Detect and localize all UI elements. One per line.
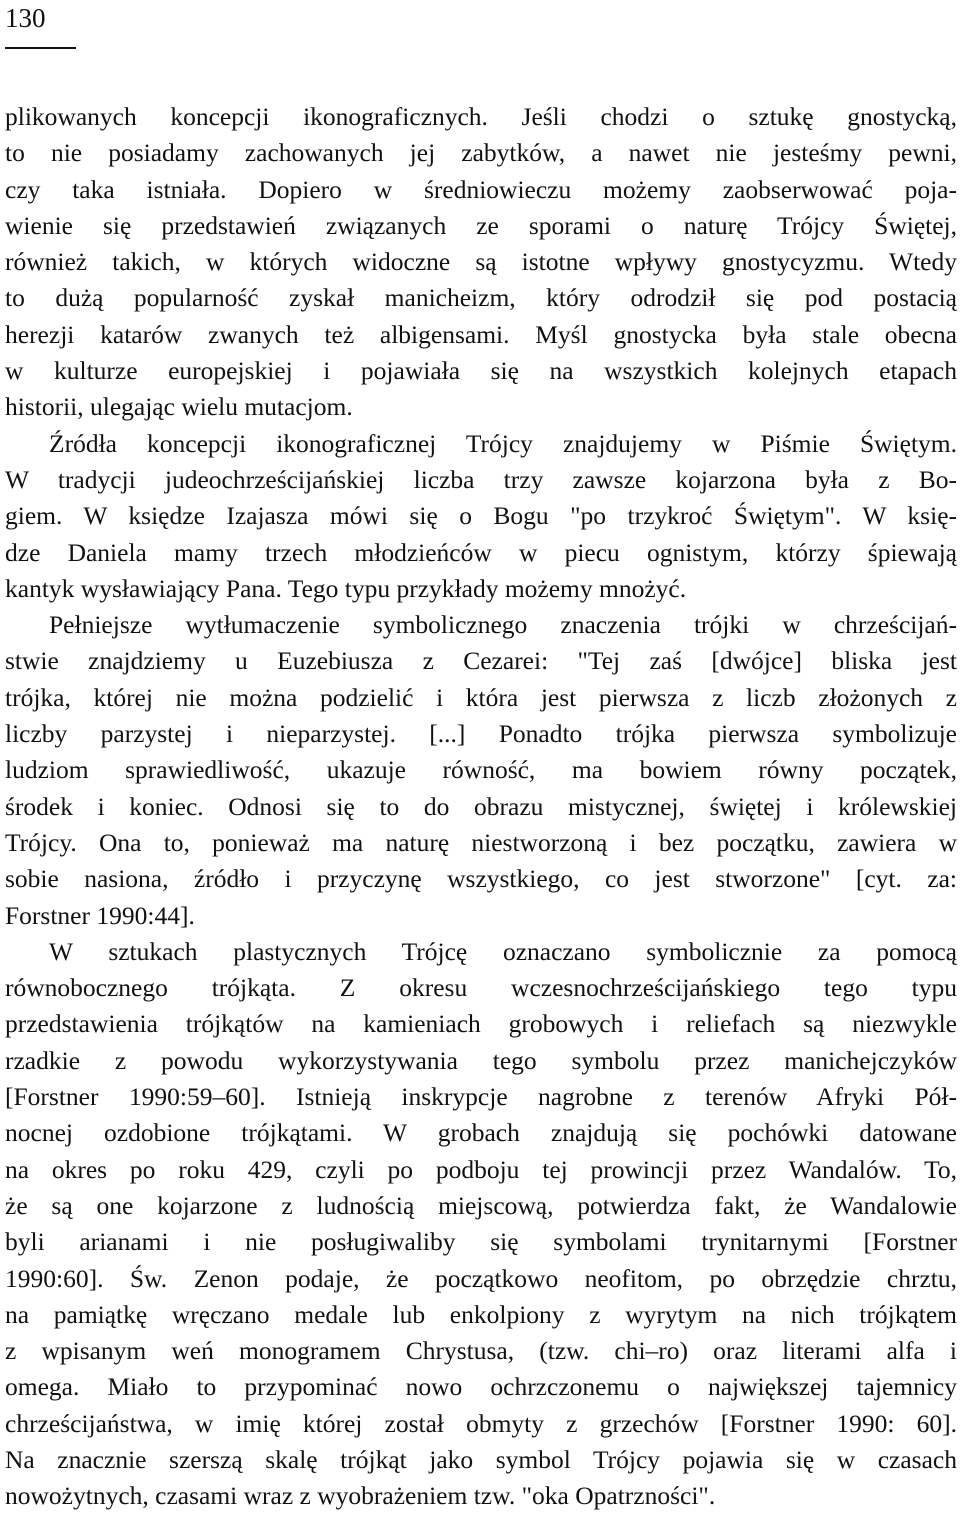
- text-line: [Forstner 1990:59–60]. Istnieją inskrypcje nagrobne z terenów Afryki Pół-: [5, 1082, 957, 1112]
- text-line: Źródła koncepcji ikonograficznej Trójcy znajdujemy w Piśmie Świętym.: [49, 428, 957, 458]
- text-line: ludziom sprawiedliwość, ukazuje równość, ma bowiem równy początek,: [5, 755, 957, 785]
- text-line: Forstner 1990:44].: [5, 900, 195, 930]
- text-line: w kulturze europejskiej i pojawiała się na wszystkich kolejnych etapach: [5, 356, 957, 386]
- text-line: 1990:60]. Św. Zenon podaje, że początkowo neofitom, po obrzędzie chrztu,: [5, 1263, 957, 1293]
- text-line: herezji katarów zwanych też albigensami. Myśl gnostycka była stale obecna: [5, 319, 957, 349]
- text-line: sobie nasiona, źródło i przyczynę wszystkiego, co jest stworzone" [cyt. za:: [5, 864, 957, 894]
- text-line: na pamiątkę wręczano medale lub enkolpiony z wyrytym na nich trójkątem: [5, 1299, 957, 1329]
- text-line: chrześcijaństwa, w imię której został obmyty z grzechów [Forstner 1990: 60].: [5, 1408, 957, 1438]
- text-line: rzadkie z powodu wykorzystywania tego symbolu przez manichejczyków: [5, 1045, 957, 1075]
- text-line: z wpisanym weń monogramem Chrystusa, (tzw. chi–ro) oraz literami alfa i: [5, 1336, 957, 1366]
- text-line: równobocznego trójkąta. Z okresu wczesnochrześcijańskiego tego typu: [5, 973, 957, 1003]
- text-line: W tradycji judeochrześcijańskiej liczba trzy zawsze kojarzona była z Bo-: [5, 464, 957, 494]
- text-line: to dużą popularność zyskał manicheizm, który odrodził się pod postacią: [5, 283, 957, 313]
- text-line: giem. W księdze Izajasza mówi się o Bogu "po trzykroć Świętym". W księ-: [5, 501, 957, 531]
- text-line: kantyk wysławiający Pana. Tego typu przykłady możemy mnożyć.: [5, 573, 687, 603]
- text-line: liczby parzystej i nieparzystej. [...] Ponadto trójka pierwsza symbolizuje: [5, 719, 957, 749]
- text-line: Trójcy. Ona to, ponieważ ma naturę niestworzoną i bez początku, zawiera w: [5, 827, 957, 857]
- text-line: nowożytnych, czasami wraz z wyobrażeniem tzw. "oka Opatrzności".: [5, 1481, 716, 1511]
- text-line: nocnej ozdobione trójkątami. W grobach znajdują się pochówki datowane: [5, 1118, 957, 1148]
- text-line: historii, ulegając wielu mutacjom.: [5, 392, 353, 422]
- body-text: [5, 99, 957, 1515]
- text-line: dze Daniela mamy trzech młodzieńców w piecu ognistym, którzy śpiewają: [5, 537, 957, 567]
- text-line: Na znacznie szerszą skalę trójkąt jako symbol Trójcy pojawia się w czasach: [5, 1444, 957, 1474]
- text-line: że są one kojarzone z ludnością miejscową, potwierdza fakt, że Wandalowie: [5, 1190, 957, 1220]
- text-line: to nie posiadamy zachowanych jej zabytków, a nawet nie jesteśmy pewni,: [5, 138, 957, 168]
- text-line: stwie znajdziemy u Euzebiusza z Cezarei: "Tej zaś [dwójce] bliska jest: [5, 646, 957, 676]
- text-line: środek i koniec. Odnosi się to do obrazu mistycznej, świętej i królewskiej: [5, 791, 957, 821]
- text-line: byli arianami i nie posługiwaliby się symbolami trynitarnymi [Forstner: [5, 1227, 957, 1257]
- text-line: przedstawienia trójkątów na kamieniach grobowych i reliefach są niezwykle: [5, 1009, 957, 1039]
- text-line: plikowanych koncepcji ikonograficznych. Jeśli chodzi o sztukę gnostycką,: [5, 102, 957, 131]
- header-rule: [5, 47, 76, 49]
- text-line: W sztukach plastycznych Trójcę oznaczano symbolicznie za pomocą: [49, 936, 957, 966]
- text-line: wienie się przedstawień związanych ze sporami o naturę Trójcy Świętej,: [5, 210, 957, 240]
- text-line: również takich, w których widoczne są istotne wpływy gnostycyzmu. Wtedy: [5, 247, 957, 277]
- text-line: Pełniejsze wytłumaczenie symbolicznego znaczenia trójki w chrześcijań-: [49, 610, 957, 640]
- text-line: czy taka istniała. Dopiero w średniowieczu możemy zaobserwować poja-: [5, 174, 957, 204]
- text-line: trójka, której nie można podzielić i która jest pierwsza z liczb złożonych z: [5, 682, 957, 712]
- text-line: omega. Miało to przypominać nowo ochrzczonemu o największej tajemnicy: [5, 1372, 957, 1402]
- text-line: na okres po roku 429, czyli po podboju tej prowincji przez Wandalów. To,: [5, 1154, 957, 1184]
- page-number: 130: [5, 3, 46, 33]
